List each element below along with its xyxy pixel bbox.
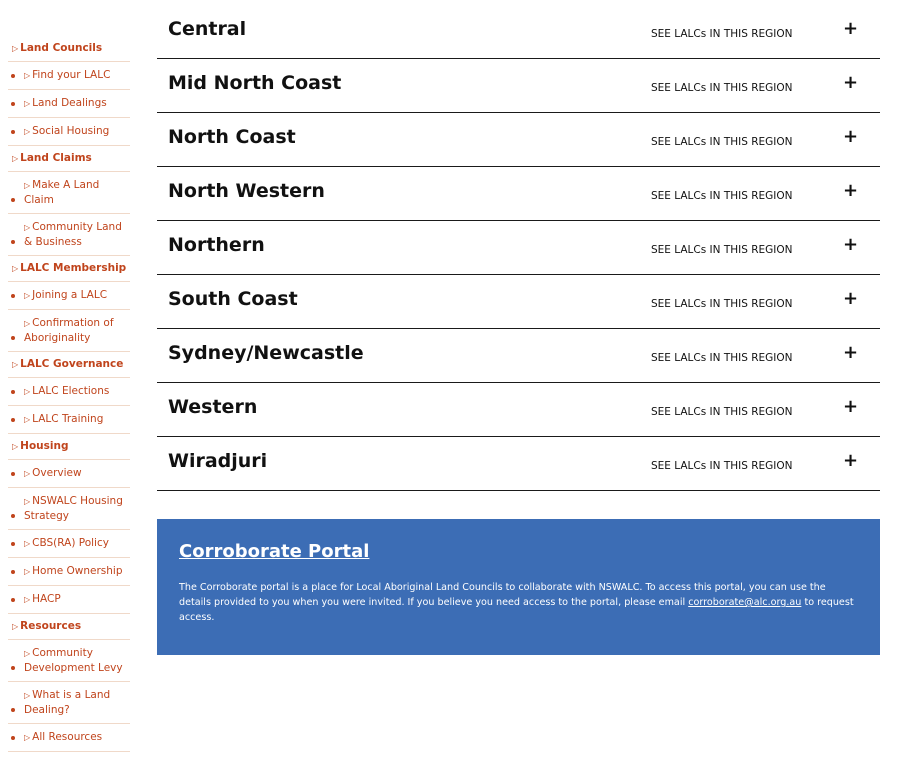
sidebar-nav — [8, 36, 130, 752]
see-lalcs-link[interactable]: SEE LALCs IN THIS REGION — [651, 460, 793, 472]
triangle-right-icon: ▷ — [12, 44, 19, 53]
bullet-icon — [11, 708, 15, 712]
region-row[interactable] — [157, 329, 880, 383]
region-name: Wiradjuri — [168, 450, 268, 472]
sidebar-label-text: LALC Training — [32, 413, 104, 425]
region-row[interactable] — [157, 437, 880, 491]
triangle-right-icon: ▷ — [24, 415, 31, 424]
sidebar-item-3[interactable] — [8, 118, 130, 146]
sidebar-item-15[interactable] — [8, 488, 130, 530]
sidebar-label-text: What is a Land Dealing? — [24, 688, 111, 716]
portal-email-link[interactable]: corroborate@alc.org.au — [688, 597, 802, 608]
bullet-icon — [11, 736, 15, 740]
bullet-icon — [11, 570, 15, 574]
sidebar-item-label — [24, 178, 130, 208]
triangle-right-icon: ▷ — [24, 648, 31, 658]
sidebar-label-text: Land Dealings — [32, 97, 107, 109]
sidebar-section-19[interactable] — [8, 614, 130, 640]
region-name: Mid North Coast — [168, 72, 342, 94]
region-row[interactable] — [157, 275, 880, 329]
triangle-right-icon: ▷ — [24, 99, 31, 108]
see-lalcs-link[interactable]: SEE LALCs IN THIS REGION — [651, 406, 793, 418]
sidebar-section-4[interactable] — [8, 146, 130, 172]
sidebar-item-label — [24, 494, 130, 524]
see-lalcs-link[interactable]: SEE LALCs IN THIS REGION — [651, 244, 793, 256]
sidebar-item-8[interactable] — [8, 282, 130, 310]
sidebar-item-5[interactable] — [8, 172, 130, 214]
triangle-right-icon: ▷ — [24, 387, 31, 396]
sidebar-item-label — [24, 288, 130, 303]
triangle-right-icon: ▷ — [24, 595, 31, 604]
region-name: Sydney/Newcastle — [168, 342, 364, 364]
sidebar-item-label — [24, 646, 130, 676]
triangle-right-icon: ▷ — [24, 733, 31, 742]
sidebar-label-text: Land Councils — [20, 42, 103, 54]
triangle-right-icon: ▷ — [24, 222, 31, 232]
region-row[interactable] — [157, 59, 880, 113]
sidebar-item-9[interactable] — [8, 310, 130, 352]
sidebar-label-text: LALC Elections — [32, 385, 110, 397]
regions-accordion — [157, 5, 880, 491]
bullet-icon — [11, 390, 15, 394]
bullet-icon — [11, 598, 15, 602]
expand-plus-icon[interactable]: + — [843, 234, 859, 255]
sidebar-item-label — [24, 316, 130, 346]
triangle-right-icon: ▷ — [24, 71, 31, 80]
sidebar-item-label — [24, 412, 130, 427]
sidebar-item-label — [24, 96, 130, 111]
see-lalcs-link[interactable]: SEE LALCs IN THIS REGION — [651, 352, 793, 364]
sidebar-item-label — [12, 357, 130, 372]
sidebar-label-text: LALC Membership — [20, 262, 127, 274]
sidebar-item-1[interactable] — [8, 62, 130, 90]
sidebar-item-label — [24, 592, 130, 607]
sidebar-item-label — [24, 466, 130, 481]
sidebar-item-12[interactable] — [8, 406, 130, 434]
sidebar-item-label — [12, 151, 130, 166]
triangle-right-icon: ▷ — [24, 539, 31, 548]
sidebar-label-text: Home Ownership — [32, 565, 123, 577]
region-name: Western — [168, 396, 258, 418]
portal-description — [179, 580, 859, 625]
sidebar-label-text: HACP — [32, 593, 61, 605]
bullet-icon — [11, 240, 15, 244]
sidebar-label-text: Housing — [20, 440, 69, 452]
bullet-icon — [11, 102, 15, 106]
region-row[interactable] — [157, 383, 880, 437]
sidebar-label-text: Joining a LALC — [32, 289, 108, 301]
sidebar-item-label — [12, 439, 130, 454]
sidebar-label-text: Land Claims — [20, 152, 92, 164]
bullet-icon — [11, 294, 15, 298]
sidebar-section-7[interactable] — [8, 256, 130, 282]
triangle-right-icon: ▷ — [12, 360, 19, 369]
sidebar-item-label — [12, 619, 130, 634]
region-name: North Coast — [168, 126, 296, 148]
bullet-icon — [11, 472, 15, 476]
sidebar-item-2[interactable] — [8, 90, 130, 118]
triangle-right-icon: ▷ — [12, 622, 19, 631]
triangle-right-icon: ▷ — [24, 469, 31, 478]
sidebar-item-label — [24, 384, 130, 399]
sidebar-item-18[interactable] — [8, 586, 130, 614]
expand-plus-icon[interactable]: + — [843, 126, 859, 147]
sidebar-item-label — [24, 124, 130, 139]
sidebar-item-label — [24, 536, 130, 551]
bullet-icon — [11, 74, 15, 78]
expand-plus-icon[interactable]: + — [843, 180, 859, 201]
triangle-right-icon: ▷ — [12, 154, 19, 163]
sidebar-label-text: Resources — [20, 620, 82, 632]
triangle-right-icon: ▷ — [24, 127, 31, 136]
sidebar-item-22[interactable] — [8, 724, 130, 752]
region-row[interactable] — [157, 221, 880, 275]
triangle-right-icon: ▷ — [12, 264, 19, 273]
expand-plus-icon[interactable]: + — [843, 396, 859, 417]
region-name: North Western — [168, 180, 325, 202]
region-row[interactable] — [157, 5, 880, 59]
sidebar-item-label — [24, 220, 130, 250]
sidebar-item-21[interactable] — [8, 682, 130, 724]
sidebar-item-label — [12, 41, 130, 56]
bullet-icon — [11, 198, 15, 202]
see-lalcs-link[interactable]: SEE LALCs IN THIS REGION — [651, 298, 793, 310]
bullet-icon — [11, 542, 15, 546]
bullet-icon — [11, 666, 15, 670]
bullet-icon — [11, 514, 15, 518]
sidebar-label-text: All Resources — [32, 731, 103, 743]
sidebar-section-10[interactable] — [8, 352, 130, 378]
sidebar-label-text: CBS(RA) Policy — [32, 537, 109, 549]
see-lalcs-link[interactable]: SEE LALCs IN THIS REGION — [651, 190, 793, 202]
sidebar-label-text: LALC Governance — [20, 358, 124, 370]
sidebar-label-text: Find your LALC — [32, 69, 111, 81]
sidebar-label-text: Community Development Levy — [24, 646, 123, 674]
region-name: South Coast — [168, 288, 298, 310]
expand-plus-icon[interactable]: + — [843, 450, 859, 471]
triangle-right-icon: ▷ — [24, 318, 31, 328]
triangle-right-icon: ▷ — [12, 442, 19, 451]
sidebar-label-text: Make A Land Claim — [24, 178, 100, 206]
sidebar-label-text: NSWALC Housing Strategy — [24, 494, 123, 522]
bullet-icon — [11, 418, 15, 422]
sidebar-label-text: Overview — [32, 467, 82, 479]
expand-plus-icon[interactable]: + — [843, 72, 859, 93]
sidebar-item-label — [24, 68, 130, 83]
sidebar-item-17[interactable] — [8, 558, 130, 586]
portal-text-before: The Corroborate portal is a place for Local Aboriginal Land Councils to collaborate with NSWALC. To access this portal, you can use the details provided to you when you were invited. If you believe you need access to the portal, please email — [179, 582, 826, 608]
sidebar-item-11[interactable] — [8, 378, 130, 406]
sidebar-label-text: Community Land & Business — [24, 220, 122, 248]
expand-plus-icon[interactable]: + — [843, 288, 859, 309]
sidebar-item-20[interactable] — [8, 640, 130, 682]
sidebar-section-0[interactable] — [8, 36, 130, 62]
portal-text-after: to request access. — [179, 597, 854, 623]
expand-plus-icon[interactable]: + — [843, 342, 859, 363]
region-name: Central — [168, 18, 247, 40]
sidebar-item-6[interactable] — [8, 214, 130, 256]
region-row[interactable] — [157, 167, 880, 221]
sidebar-section-13[interactable] — [8, 434, 130, 460]
triangle-right-icon: ▷ — [24, 690, 31, 700]
triangle-right-icon: ▷ — [24, 180, 31, 190]
see-lalcs-link[interactable]: SEE LALCs IN THIS REGION — [651, 82, 793, 94]
region-name: Northern — [168, 234, 265, 256]
triangle-right-icon: ▷ — [24, 291, 31, 300]
sidebar-item-label — [24, 688, 130, 718]
sidebar-item-14[interactable] — [8, 460, 130, 488]
portal-title-link[interactable]: Corroborate Portal — [179, 541, 370, 562]
sidebar-item-label — [12, 261, 130, 276]
region-row[interactable] — [157, 113, 880, 167]
bullet-icon — [11, 130, 15, 134]
sidebar-item-label — [24, 564, 130, 579]
triangle-right-icon: ▷ — [24, 567, 31, 576]
sidebar-item-16[interactable] — [8, 530, 130, 558]
see-lalcs-link[interactable]: SEE LALCs IN THIS REGION — [651, 28, 793, 40]
triangle-right-icon: ▷ — [24, 496, 31, 506]
bullet-icon — [11, 336, 15, 340]
corroborate-portal-panel — [157, 519, 880, 655]
expand-plus-icon[interactable]: + — [843, 18, 859, 39]
sidebar-label-text: Social Housing — [32, 125, 110, 137]
sidebar-item-label — [24, 730, 130, 745]
see-lalcs-link[interactable]: SEE LALCs IN THIS REGION — [651, 136, 793, 148]
sidebar-label-text: Confirmation of Aboriginality — [24, 316, 114, 344]
